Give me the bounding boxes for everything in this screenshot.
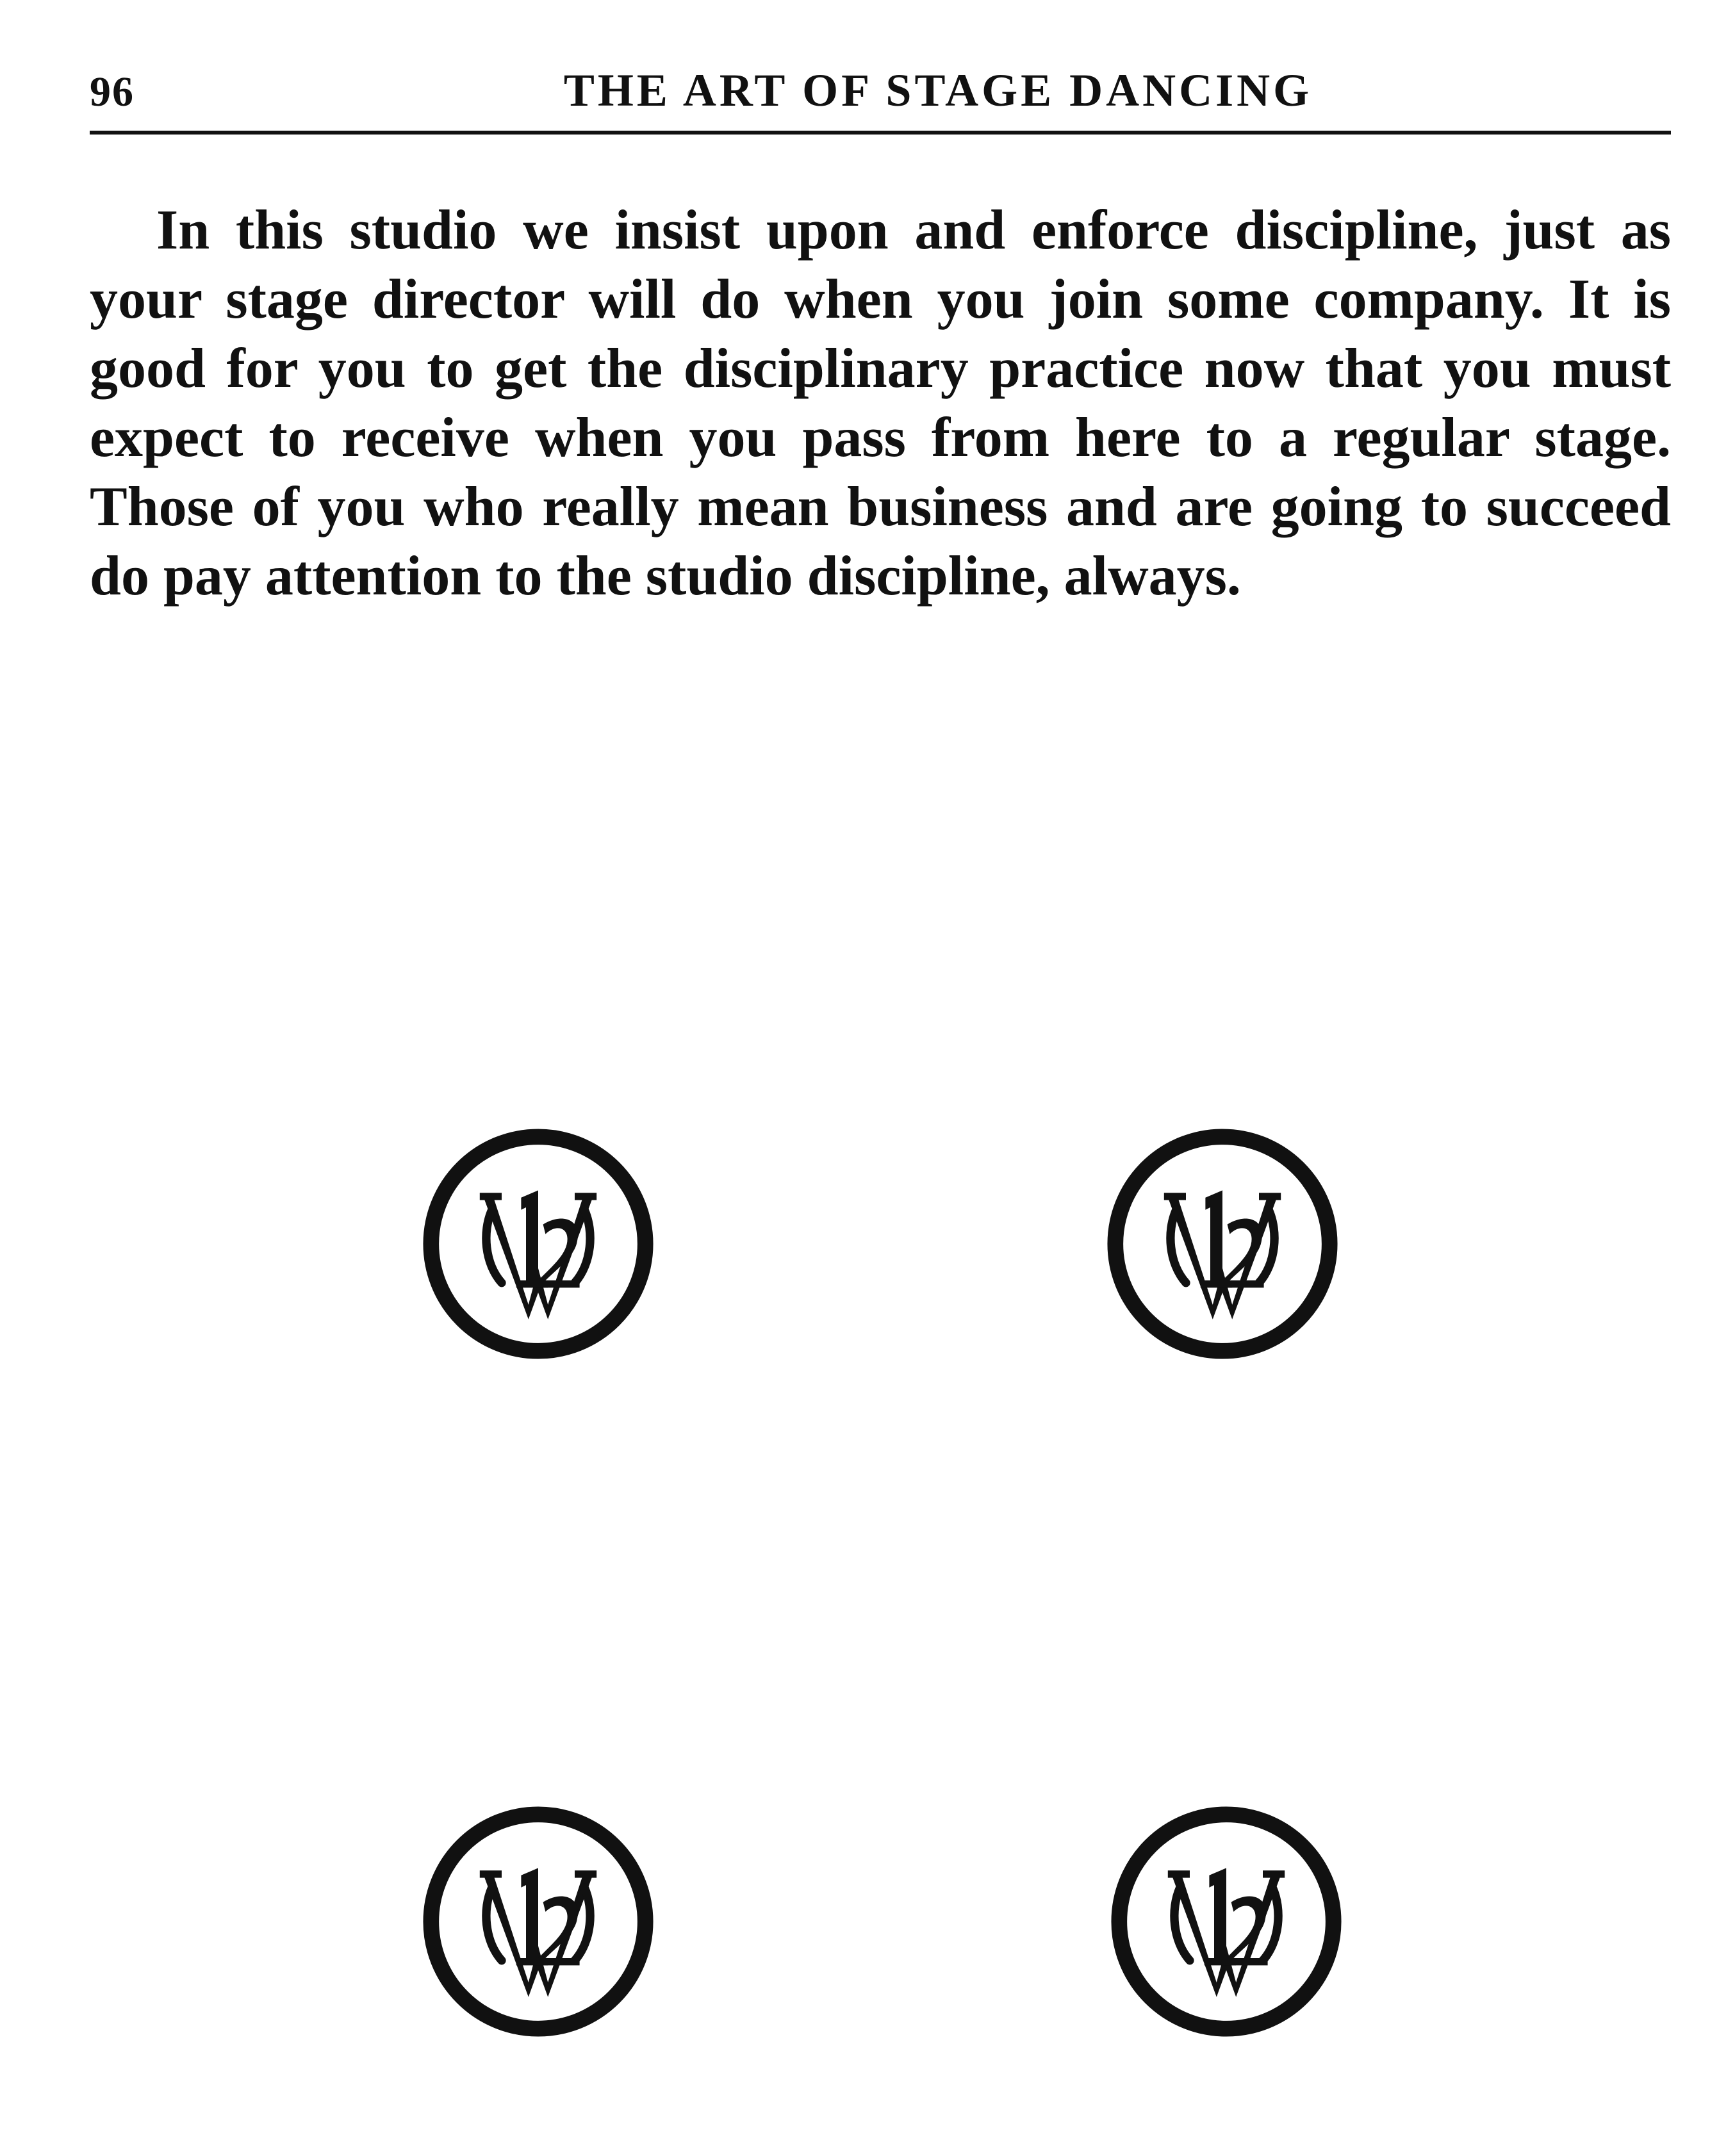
header-rule — [90, 131, 1671, 135]
page-number: 96 — [90, 69, 135, 115]
monogram-emblem-icon — [416, 1122, 660, 1366]
page-header — [90, 59, 1671, 117]
monogram-emblem-icon — [416, 1800, 660, 2043]
monogram-emblem-icon — [1101, 1122, 1344, 1366]
body-paragraph: In this studio we insist upon and enforce discipline, just as your stage director will do when you join some company. It is good for you to get the disciplinary practice now that you must expect to receive when you pass from here to a regular stage. Those of you who really mean business and are going to succeed do pay attention to the studio discipline, always. — [90, 199, 1671, 607]
monogram-emblem-icon — [1105, 1800, 1348, 2043]
running-head: THE ART OF STAGE DANCING — [563, 65, 1313, 116]
